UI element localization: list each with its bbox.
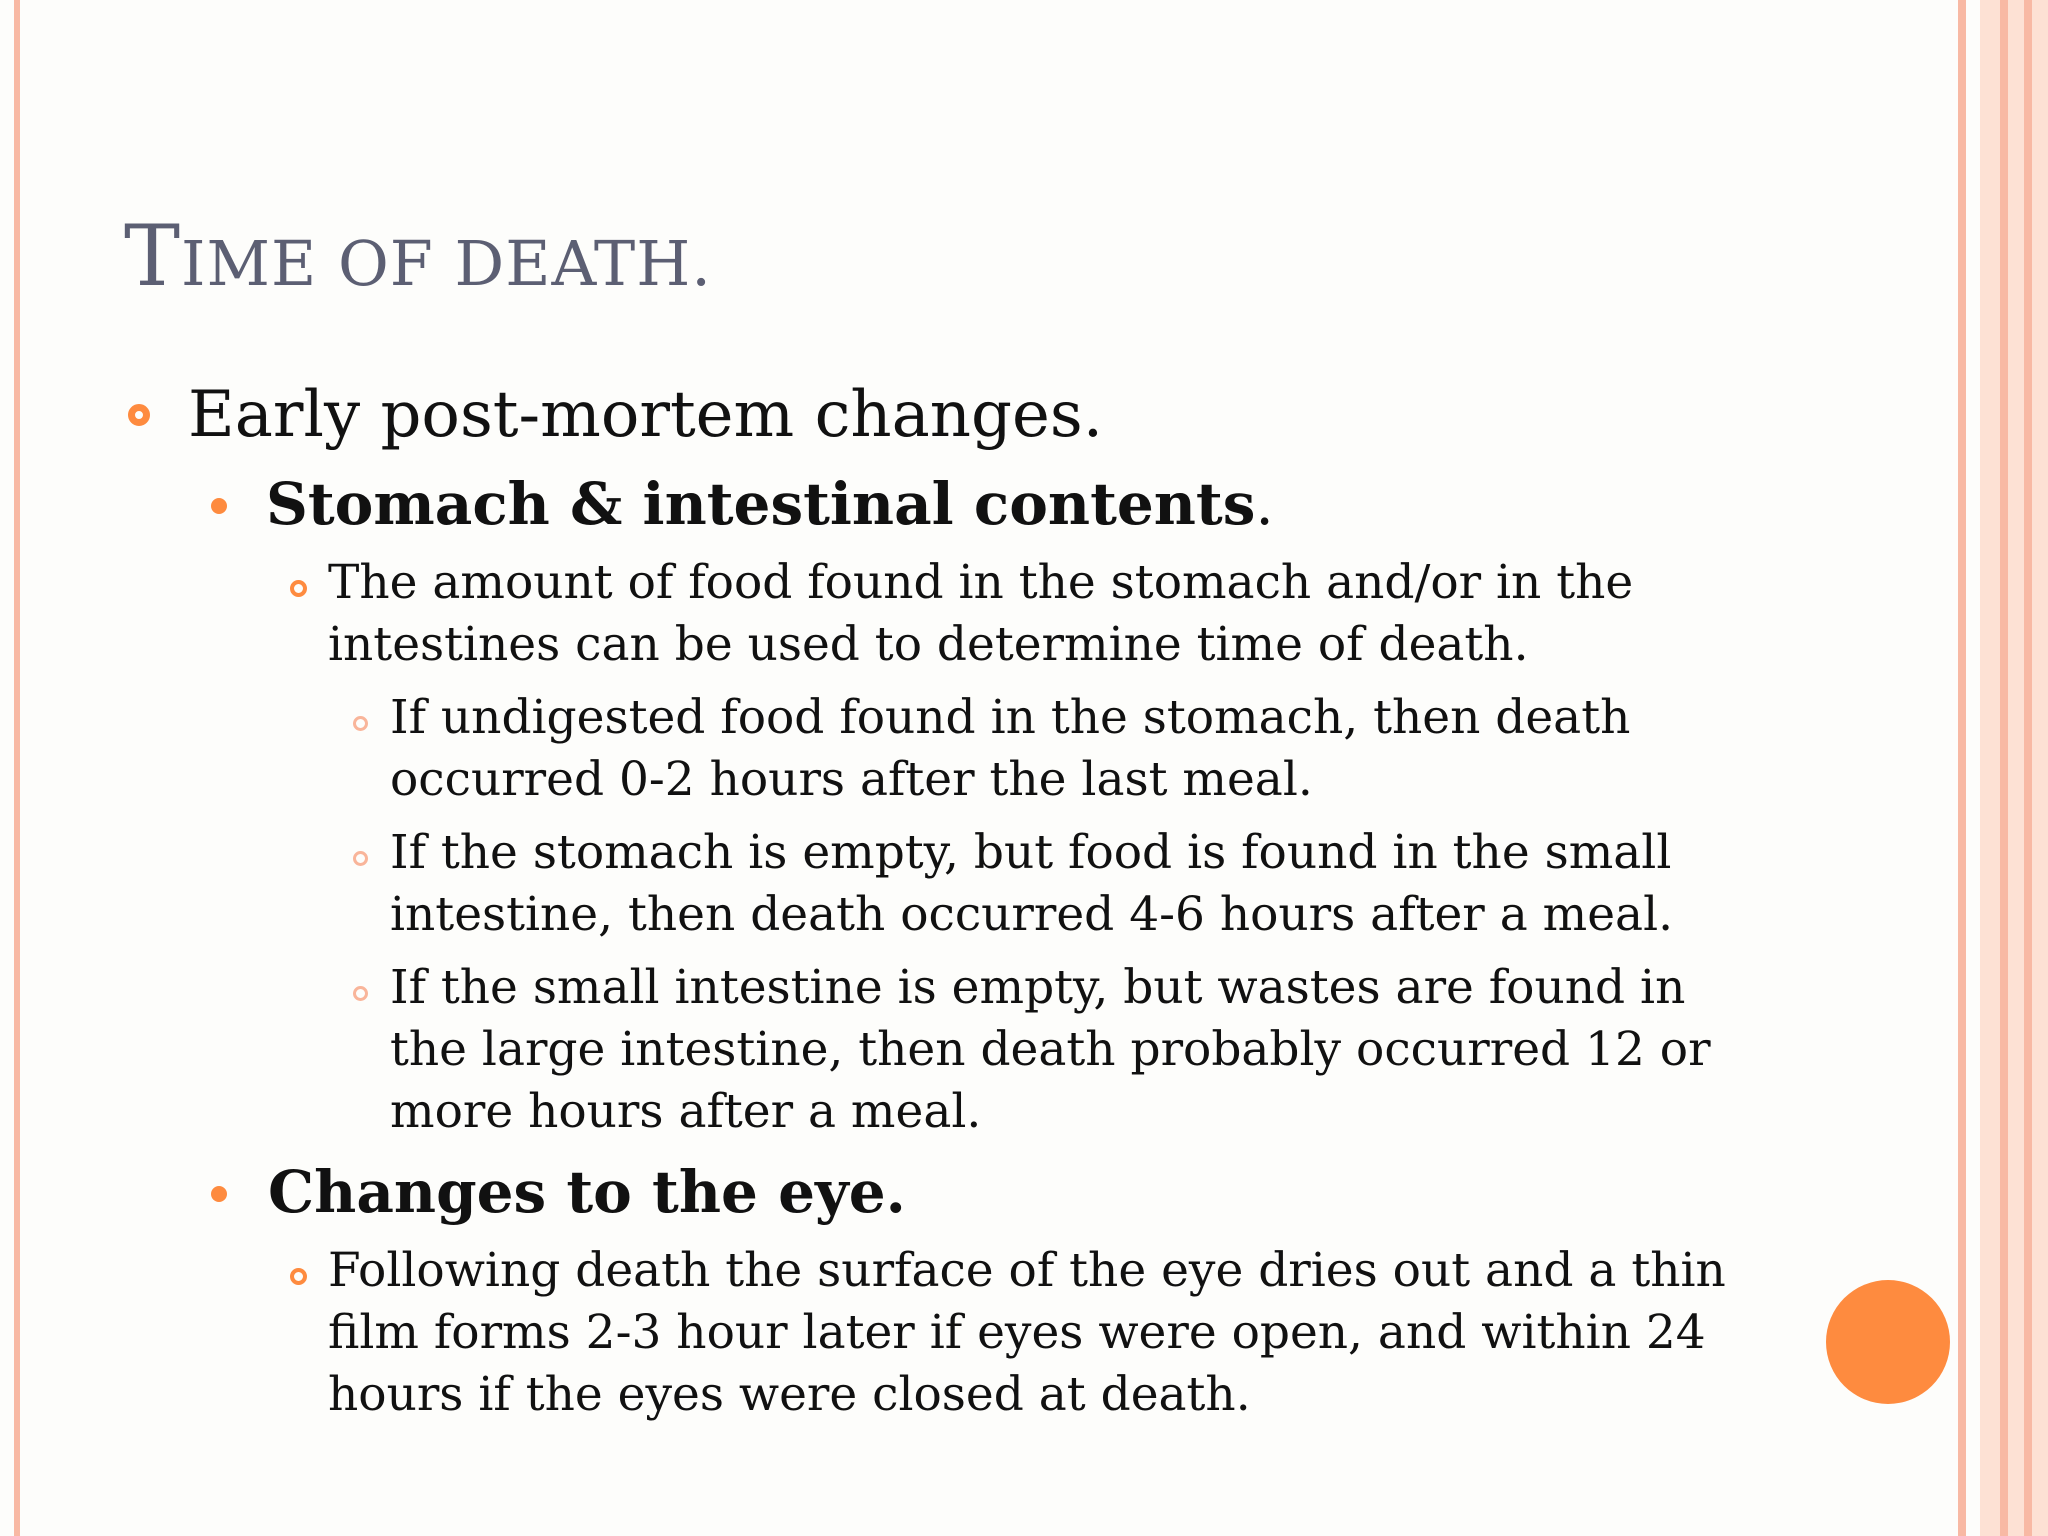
section-heading-text: Stomach & intestinal contents: [266, 470, 1256, 538]
bullet-ring-small-icon: [353, 716, 368, 731]
point-line: film forms 2-3 hour later if eyes were open, and within 24: [328, 1305, 1706, 1360]
section-heading: Changes to the eye.: [268, 1158, 906, 1226]
right-border-line: [2000, 0, 2008, 1536]
title-rest: IME OF DEATH.: [181, 227, 713, 300]
subpoint-line: occurred 0-2 hours after the last meal.: [390, 752, 1313, 807]
right-border-line: [2024, 0, 2032, 1536]
right-border-line: [1958, 0, 1966, 1536]
left-border: [14, 0, 20, 1536]
bullet-ring-icon: [290, 1268, 307, 1285]
decorative-circle: [1826, 1280, 1950, 1404]
point-line: hours if the eyes were closed at death.: [328, 1367, 1251, 1422]
level1-text: Early post-mortem changes.: [188, 378, 1104, 452]
slide-title: [124, 207, 713, 305]
point-line: The amount of food found in the stomach and/or in the: [328, 555, 1634, 610]
bullet-ring-icon: [128, 404, 150, 426]
title-initial: T: [124, 207, 182, 305]
section-heading: [266, 470, 1274, 538]
bullet-dot-icon: [211, 1186, 227, 1202]
bullet-ring-icon: [290, 580, 307, 597]
right-border-band: [1980, 0, 2048, 1536]
section-heading-suffix: .: [1255, 470, 1274, 538]
bullet-ring-small-icon: [353, 986, 368, 1001]
subpoint-line: more hours after a meal.: [390, 1084, 982, 1139]
subpoint-line: the large intestine, then death probably occurred 12 or: [390, 1022, 1711, 1077]
subpoint-line: If the stomach is empty, but food is found in the small: [390, 825, 1672, 880]
subpoint-line: If the small intestine is empty, but wastes are found in: [390, 960, 1686, 1015]
subpoint-line: intestine, then death occurred 4-6 hours after a meal.: [390, 887, 1674, 942]
bullet-dot-icon: [211, 498, 227, 514]
subpoint-line: If undigested food found in the stomach, then death: [390, 690, 1631, 745]
point-line: intestines can be used to determine time of death.: [328, 617, 1529, 672]
bullet-ring-small-icon: [353, 851, 368, 866]
point-line: Following death the surface of the eye dries out and a thin: [328, 1243, 1726, 1298]
